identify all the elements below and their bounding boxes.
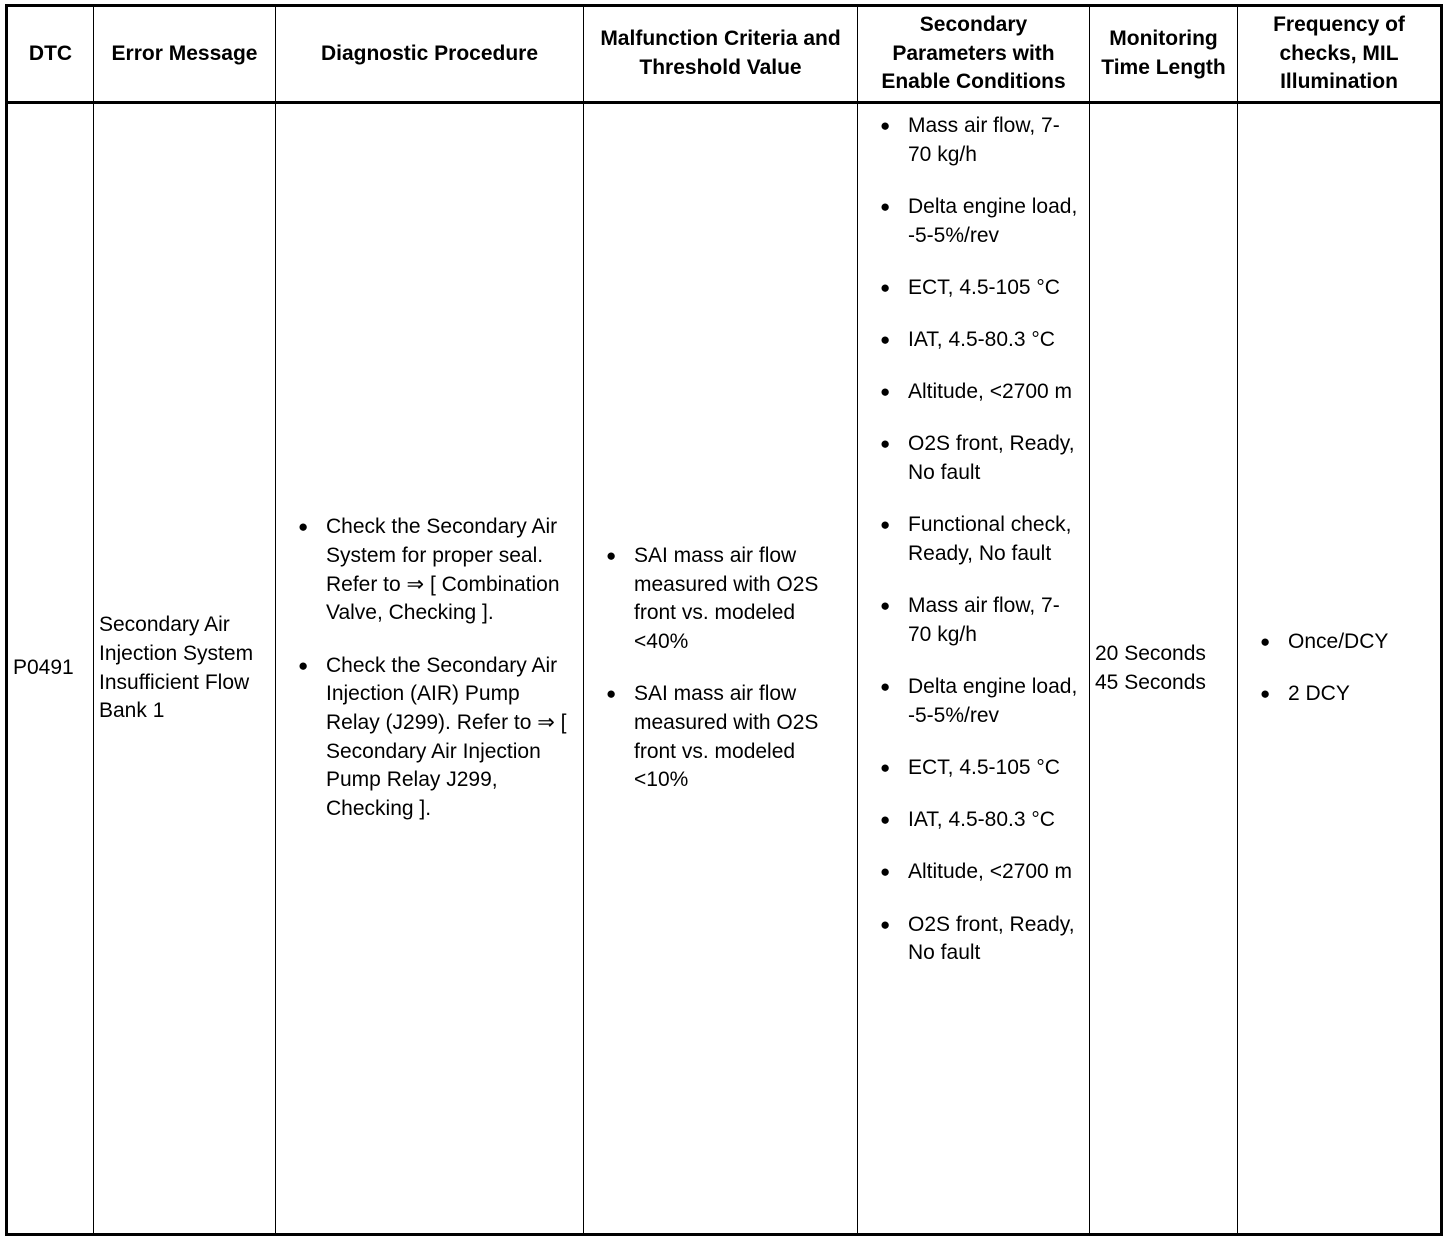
list-item bbox=[604, 680, 852, 795]
list-item bbox=[878, 112, 1083, 169]
monitoring-time-1: 20 Seconds bbox=[1095, 641, 1206, 665]
header-secondary-parameters: Secondary Parameters with Enable Conditions bbox=[858, 6, 1090, 103]
list-item-text: Delta engine load, -5-5%/rev bbox=[908, 194, 1078, 247]
monitoring-time-cell bbox=[1090, 103, 1238, 1235]
list-item bbox=[1258, 680, 1435, 709]
bullet-icon: ● bbox=[880, 330, 891, 350]
list-item-text: ECT, 4.5-105 °C bbox=[908, 756, 1060, 780]
list-item-text: Functional check, Ready, No fault bbox=[908, 513, 1072, 566]
list-item bbox=[878, 430, 1083, 487]
list-item-text: Delta engine load, -5-5%/rev bbox=[908, 675, 1078, 727]
list-item bbox=[878, 326, 1083, 355]
list-item-text: Check the Secondary Air System for proper seal. Refer to ⇒ [ Combination Valve, Checking ]. bbox=[326, 515, 560, 625]
diagnostic-procedure-cell bbox=[276, 103, 584, 1235]
list-item bbox=[296, 513, 579, 628]
bullet-icon: ● bbox=[1260, 632, 1271, 652]
list-item bbox=[1258, 628, 1435, 657]
bullet-icon: ● bbox=[1260, 684, 1271, 704]
bullet-icon: ● bbox=[880, 677, 891, 697]
header-diagnostic-procedure: Diagnostic Procedure bbox=[276, 6, 584, 103]
bullet-icon: ● bbox=[880, 862, 891, 882]
list-item bbox=[878, 911, 1083, 968]
bullet-icon: ● bbox=[298, 517, 309, 537]
list-item-text: Mass air flow, 7-70 kg/h bbox=[908, 114, 1060, 166]
error-message-cell: Secondary Air Injection System Insufficient Flow Bank 1 bbox=[94, 103, 276, 1235]
frequency-cell bbox=[1238, 103, 1442, 1235]
bullet-icon: ● bbox=[880, 596, 891, 616]
list-item-text: SAI mass air flow measured with O2S front vs. modeled <40% bbox=[634, 543, 819, 654]
monitoring-time-2: 45 Seconds bbox=[1095, 670, 1206, 694]
table-row bbox=[7, 103, 1442, 1235]
bullet-icon: ● bbox=[298, 655, 309, 675]
dtc-table bbox=[5, 4, 1443, 1236]
list-item-text: SAI mass air flow measured with O2S front vs. modeled <10% bbox=[634, 682, 819, 792]
malfunction-criteria-cell bbox=[584, 103, 858, 1235]
list-item-text: IAT, 4.5-80.3 °C bbox=[908, 328, 1055, 352]
list-item-text: O2S front, Ready, No fault bbox=[908, 912, 1075, 965]
list-item bbox=[878, 754, 1083, 783]
list-item-text: IAT, 4.5-80.3 °C bbox=[908, 808, 1055, 832]
list-item bbox=[878, 511, 1083, 568]
list-item bbox=[878, 378, 1083, 407]
list-item-text: 2 DCY bbox=[1288, 682, 1350, 706]
header-frequency: Frequency of checks, MIL Illumination bbox=[1238, 6, 1442, 103]
list-item bbox=[878, 858, 1083, 887]
list-item bbox=[878, 806, 1083, 835]
list-item bbox=[296, 652, 579, 824]
header-error-message: Error Message bbox=[94, 6, 276, 103]
bullet-icon: ● bbox=[606, 545, 617, 565]
bullet-icon: ● bbox=[606, 684, 617, 704]
list-item bbox=[878, 592, 1083, 649]
list-item bbox=[604, 542, 852, 657]
list-item-text: Check the Secondary Air Injection (AIR) Pump Relay (J299). Refer to ⇒ [ Secondary Air Injection Pump Relay J299, Checking ]. bbox=[326, 653, 567, 821]
secondary-parameters-cell bbox=[858, 103, 1090, 1235]
list-item-text: Altitude, <2700 m bbox=[908, 380, 1073, 404]
bullet-icon: ● bbox=[880, 914, 891, 934]
bullet-icon: ● bbox=[880, 515, 891, 535]
bullet-icon: ● bbox=[880, 758, 891, 778]
bullet-icon: ● bbox=[880, 196, 891, 216]
list-item-text: Mass air flow, 7-70 kg/h bbox=[908, 594, 1060, 646]
dtc-cell: P0491 bbox=[7, 103, 94, 1235]
list-item-text: ECT, 4.5-105 °C bbox=[908, 275, 1060, 299]
list-item bbox=[878, 193, 1083, 250]
list-item bbox=[878, 673, 1083, 730]
header-row bbox=[7, 6, 1442, 103]
bullet-icon: ● bbox=[880, 382, 891, 402]
bullet-icon: ● bbox=[880, 434, 891, 454]
header-malfunction-criteria: Malfunction Criteria and Threshold Value bbox=[584, 6, 858, 103]
list-item-text: Once/DCY bbox=[1288, 630, 1389, 654]
bullet-icon: ● bbox=[880, 810, 891, 830]
bullet-icon: ● bbox=[880, 116, 891, 135]
list-item bbox=[878, 274, 1083, 303]
list-item-text: O2S front, Ready, No fault bbox=[908, 432, 1075, 485]
list-item-text: Altitude, <2700 m bbox=[908, 860, 1073, 884]
header-dtc: DTC bbox=[7, 6, 94, 103]
header-monitoring-time: Monitoring Time Length bbox=[1090, 6, 1238, 103]
bullet-icon: ● bbox=[880, 277, 891, 297]
